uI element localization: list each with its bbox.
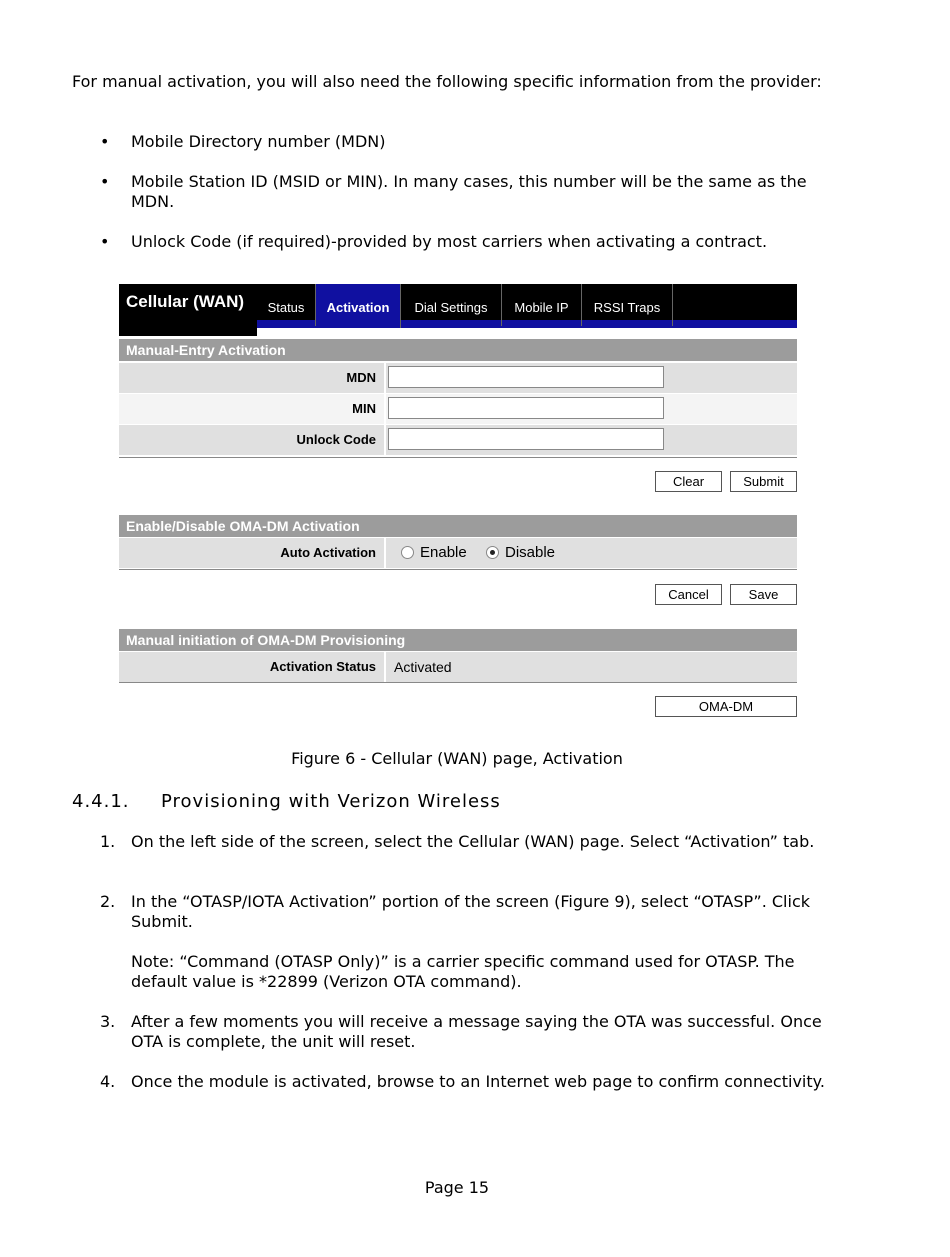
divider — [119, 569, 797, 570]
brand-title: Cellular (WAN) — [119, 284, 257, 336]
activation-status-row — [119, 652, 797, 682]
step-text: Once the module is activated, browse to an Internet web page to confirm connectivity. — [131, 1072, 825, 1091]
clear-button[interactable]: Clear — [655, 471, 722, 492]
bullet-item: Unlock Code (if required)-provided by most carriers when activating a contract. — [131, 232, 768, 251]
figure-caption: Figure 6 - Cellular (WAN) page, Activation — [291, 749, 623, 768]
enable-label: Enable — [420, 544, 467, 561]
unlock-code-input[interactable] — [388, 428, 664, 450]
section-title: Provisioning with Verizon Wireless — [161, 791, 501, 812]
step-number: 3. — [100, 1012, 116, 1031]
step-number: 2. — [100, 892, 116, 911]
enable-radio[interactable] — [401, 546, 414, 559]
bullet-item: Mobile Directory number (MDN) — [131, 132, 386, 151]
page-number: Page 15 — [424, 1178, 490, 1197]
mdn-row — [119, 363, 797, 393]
divider — [119, 457, 797, 458]
unlock-code-label: Unlock Code — [296, 432, 376, 447]
step-number: 1. — [100, 832, 116, 851]
tab-rssi-traps[interactable]: RSSI Traps — [582, 284, 673, 326]
bullet-icon: • — [100, 172, 110, 191]
min-label: MIN — [352, 401, 376, 416]
disable-label: Disable — [505, 544, 556, 561]
cellular-wan-screenshot — [119, 284, 797, 724]
min-row — [119, 394, 797, 424]
save-button[interactable]: Save — [730, 584, 797, 605]
step-number: 4. — [100, 1072, 116, 1091]
mdn-label: MDN — [346, 370, 376, 385]
step-text: In the “OTASP/IOTA Activation” portion of the screen (Figure 9), select “OTASP”. Click Submit. — [131, 892, 811, 931]
tab-dial-settings[interactable]: Dial Settings — [401, 284, 502, 326]
cancel-button[interactable]: Cancel — [655, 584, 722, 605]
step-text: On the left side of the screen, select the Cellular (WAN) page. Select “Activation” tab. — [131, 832, 815, 851]
min-input[interactable] — [388, 397, 664, 419]
activation-status-label: Activation Status — [269, 659, 376, 674]
bullet-icon: • — [100, 132, 110, 151]
auto-activation-row — [119, 538, 797, 568]
tab-status[interactable]: Status — [257, 284, 316, 326]
provisioning-header: Manual initiation of OMA-DM Provisioning — [119, 629, 797, 651]
oma-activation-header: Enable/Disable OMA-DM Activation — [119, 515, 797, 537]
unlock-code-row — [119, 425, 797, 455]
submit-button[interactable]: Submit — [730, 471, 797, 492]
section-number: 4.4.1. — [72, 791, 130, 812]
manual-entry-header: Manual-Entry Activation — [119, 339, 797, 361]
bullet-item: Mobile Station ID (MSID or MIN). In many cases, this number will be the same as the MDN. — [131, 172, 807, 211]
tab-activation[interactable]: Activation — [316, 284, 401, 328]
auto-activation-label: Auto Activation — [280, 545, 376, 560]
step-note: Note: “Command (OTASP Only)” is a carrier specific command used for OTASP. The default value is *22899 (Verizon OTA command). — [131, 952, 795, 991]
activation-status-value: Activated — [394, 659, 452, 675]
bullet-icon: • — [100, 232, 110, 251]
intro-paragraph: For manual activation, you will also need the following specific information from the provider: — [72, 72, 822, 91]
divider — [119, 682, 797, 683]
oma-dm-button[interactable]: OMA-DM — [655, 696, 797, 717]
tab-mobile-ip[interactable]: Mobile IP — [502, 284, 582, 326]
disable-radio[interactable] — [486, 546, 499, 559]
mdn-input[interactable] — [388, 366, 664, 388]
step-text: After a few moments you will receive a message saying the OTA was successful. Once OTA is complete, the unit will reset. — [131, 1012, 822, 1051]
